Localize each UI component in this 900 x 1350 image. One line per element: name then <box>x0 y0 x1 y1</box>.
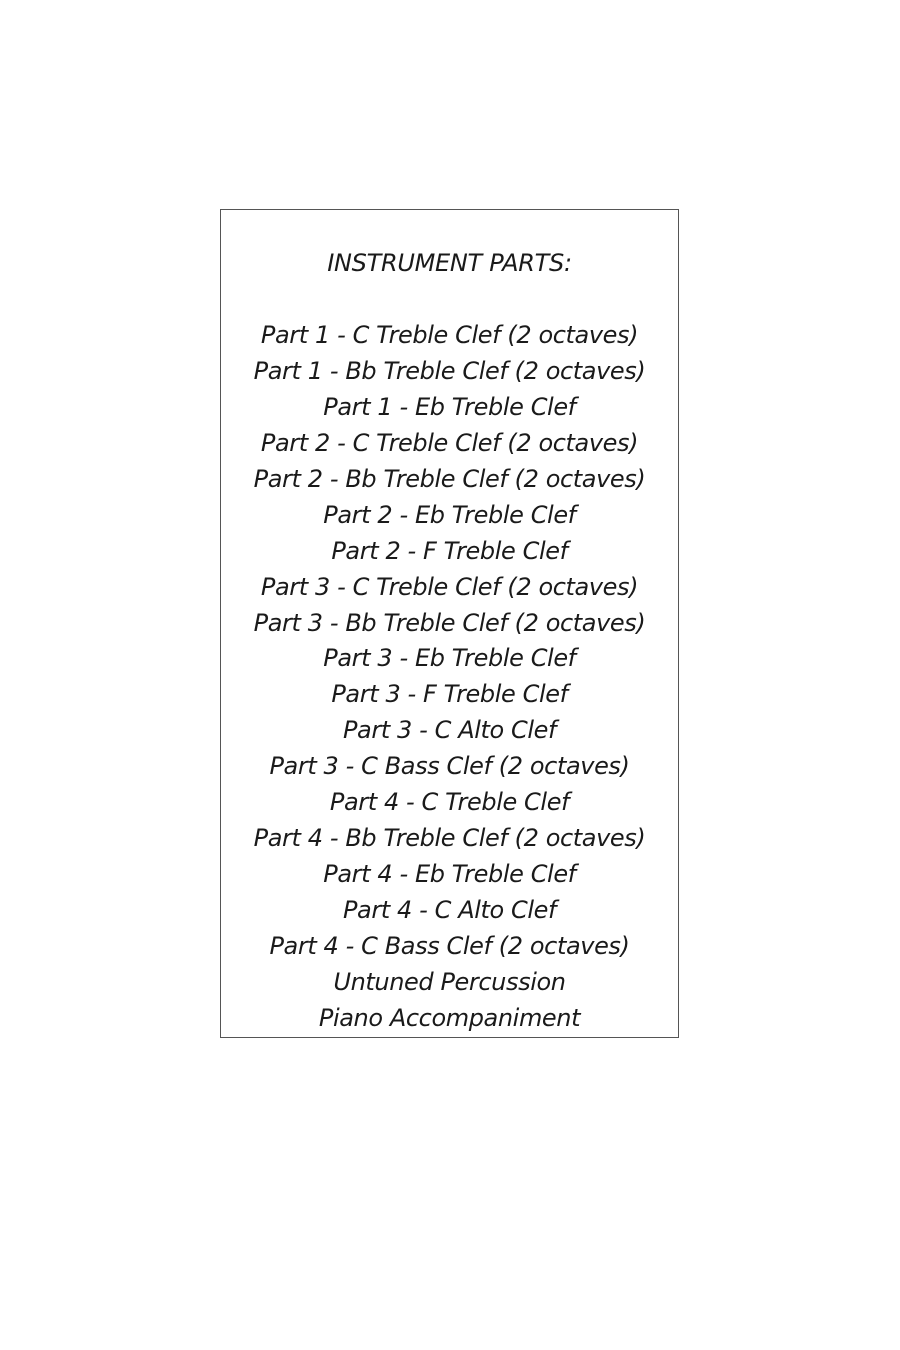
instrument-parts-box <box>220 209 679 1038</box>
part-item: Part 4 - C Bass Clef (2 octaves) <box>269 931 630 960</box>
part-item: Part 2 - C Treble Clef (2 octaves) <box>260 428 639 457</box>
part-item: Part 3 - C Alto Clef <box>342 716 557 745</box>
part-item: Part 1 - C Treble Clef (2 octaves) <box>260 321 639 349</box>
part-item: Part 4 - C Treble Clef <box>329 788 570 817</box>
part-item: Part 4 - Bb Treble Clef (2 octaves) <box>253 824 646 853</box>
instrument-parts-heading: INSTRUMENT PARTS: <box>327 249 572 277</box>
part-item: Part 2 - Eb Treble Clef <box>323 500 576 529</box>
part-item: Part 2 - F Treble Clef <box>331 536 568 565</box>
part-item: Part 3 - F Treble Clef <box>331 680 568 709</box>
part-item: Part 3 - C Bass Clef (2 octaves) <box>269 752 630 781</box>
part-item: Part 4 - Eb Treble Clef <box>323 860 576 889</box>
part-item: Part 3 - Bb Treble Clef (2 octaves) <box>253 608 646 637</box>
part-item: Piano Accompaniment <box>318 1003 581 1032</box>
part-item: Part 3 - Eb Treble Clef <box>323 644 576 673</box>
part-item: Untuned Percussion <box>333 967 566 996</box>
part-item: Part 3 - C Treble Clef (2 octaves) <box>260 572 639 601</box>
part-item: Part 2 - Bb Treble Clef (2 octaves) <box>253 464 646 493</box>
instrument-parts-list <box>221 318 678 1037</box>
part-item: Part 1 - Eb Treble Clef <box>323 392 576 421</box>
part-item: Part 1 - Bb Treble Clef (2 octaves) <box>253 356 646 385</box>
part-item: Part 4 - C Alto Clef <box>342 896 557 924</box>
